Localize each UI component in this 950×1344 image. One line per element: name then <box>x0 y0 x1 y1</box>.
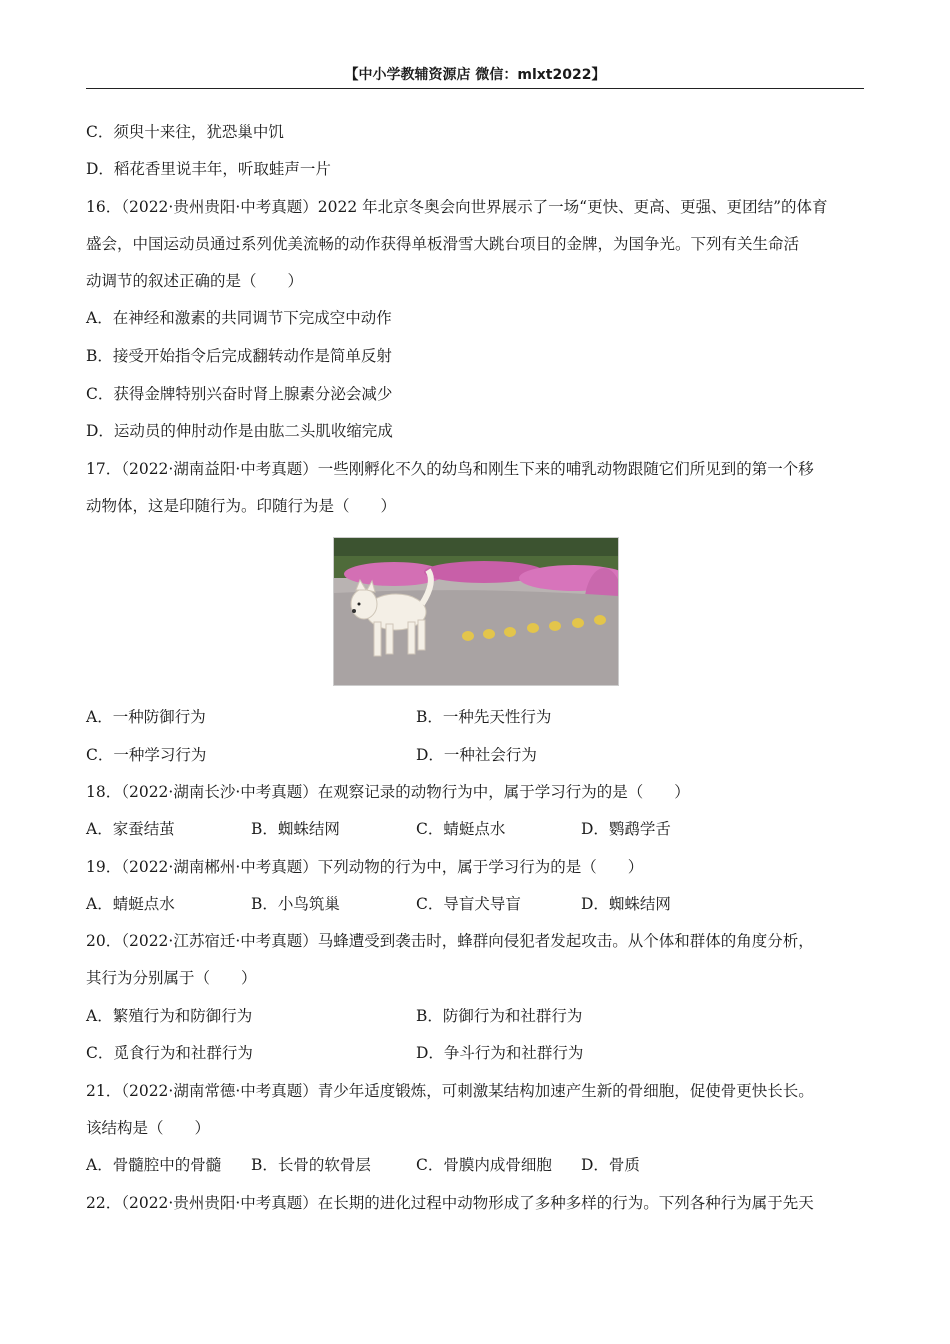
q16-stem-line-2: 盛会，中国运动员通过系列优美流畅的动作获得单板滑雪大跳台项目的金牌，为国争光。下列有关生命活 <box>86 235 800 253</box>
q19-option-a: A．蜻蜓点水 <box>86 895 175 913</box>
dog-ducklings-photo <box>333 537 619 686</box>
q20-option-c: C．觅食行为和社群行为 <box>86 1044 253 1062</box>
q16-option-a: A．在神经和激素的共同调节下完成空中动作 <box>86 309 392 327</box>
q20-option-d: D．争斗行为和社群行为 <box>416 1044 584 1062</box>
q21-option-b: B．长骨的软骨层 <box>251 1156 371 1174</box>
q19-option-c: C．导盲犬导盲 <box>416 895 521 913</box>
q17-option-b: B．一种先天性行为 <box>416 708 552 726</box>
q16-stem-line-3: 动调节的叙述正确的是（ ） <box>86 272 304 290</box>
q16-option-d: D．运动员的伸肘动作是由肱二头肌收缩完成 <box>86 422 393 440</box>
q20-stem-line-1: 20．（2022·江苏宿迁·中考真题）马蜂遭受到袭击时，蜂群向侵犯者发起攻击。从个体和群体的角度分析， <box>86 932 814 950</box>
q20-option-a: A．繁殖行为和防御行为 <box>86 1007 253 1025</box>
q15-option-c: C．须臾十来往，犹恐巢中饥 <box>86 123 284 141</box>
q17-stem-line-1: 17．（2022·湖南益阳·中考真题）一些刚孵化不久的幼鸟和刚生下来的哺乳动物跟随它们所见到的第一个移 <box>86 460 814 478</box>
q17-option-a: A．一种防御行为 <box>86 708 206 726</box>
q15-option-d: D．稻花香里说丰年，听取蛙声一片 <box>86 160 331 178</box>
q16-option-b: B．接受开始指令后完成翻转动作是简单反射 <box>86 347 392 365</box>
q18-option-c: C．蜻蜓点水 <box>416 820 506 838</box>
q18-option-b: B．蜘蛛结网 <box>251 820 340 838</box>
q22-stem-line-1: 22．（2022·贵州贵阳·中考真题）在长期的进化过程中动物形成了多种多样的行为。下列各种行为属于先天 <box>86 1194 814 1212</box>
q21-option-d: D．骨质 <box>581 1156 640 1174</box>
q19-option-d: D．蜘蛛结网 <box>581 895 671 913</box>
q18-stem-line-1: 18．（2022·湖南长沙·中考真题）在观察记录的动物行为中，属于学习行为的是（ ） <box>86 783 690 801</box>
q16-option-c: C．获得金牌特别兴奋时肾上腺素分泌会减少 <box>86 385 393 403</box>
q18-option-a: A．家蚕结茧 <box>86 820 175 838</box>
q21-stem-line-2: 该结构是（ ） <box>86 1119 211 1137</box>
q20-option-b: B．防御行为和社群行为 <box>416 1007 583 1025</box>
q21-option-c: C．骨膜内成骨细胞 <box>416 1156 552 1174</box>
page-header: 【中小学教辅资源店 微信：mlxt2022】 <box>86 62 864 89</box>
q20-stem-line-2: 其行为分别属于（ ） <box>86 969 257 987</box>
q19-stem-line-1: 19．（2022·湖南郴州·中考真题）下列动物的行为中，属于学习行为的是（ ） <box>86 858 644 876</box>
q21-stem-line-1: 21．（2022·湖南常德·中考真题）青少年适度锻炼，可刺激某结构加速产生新的骨细胞，促使骨更快长长。 <box>86 1082 814 1100</box>
q21-option-a: A．骨髓腔中的骨髓 <box>86 1156 222 1174</box>
q19-option-b: B．小鸟筑巢 <box>251 895 340 913</box>
q18-option-d: D．鹦鹉学舌 <box>581 820 671 838</box>
q17-option-d: D．一种社会行为 <box>416 746 537 764</box>
q17-option-c: C．一种学习行为 <box>86 746 207 764</box>
q17-stem-line-2: 动物体，这是印随行为。印随行为是（ ） <box>86 497 397 515</box>
q16-stem-line-1: 16．（2022·贵州贵阳·中考真题）2022 年北京冬奥会向世界展示了一场“更快、更高、更强、更团结”的体育 <box>86 198 828 216</box>
